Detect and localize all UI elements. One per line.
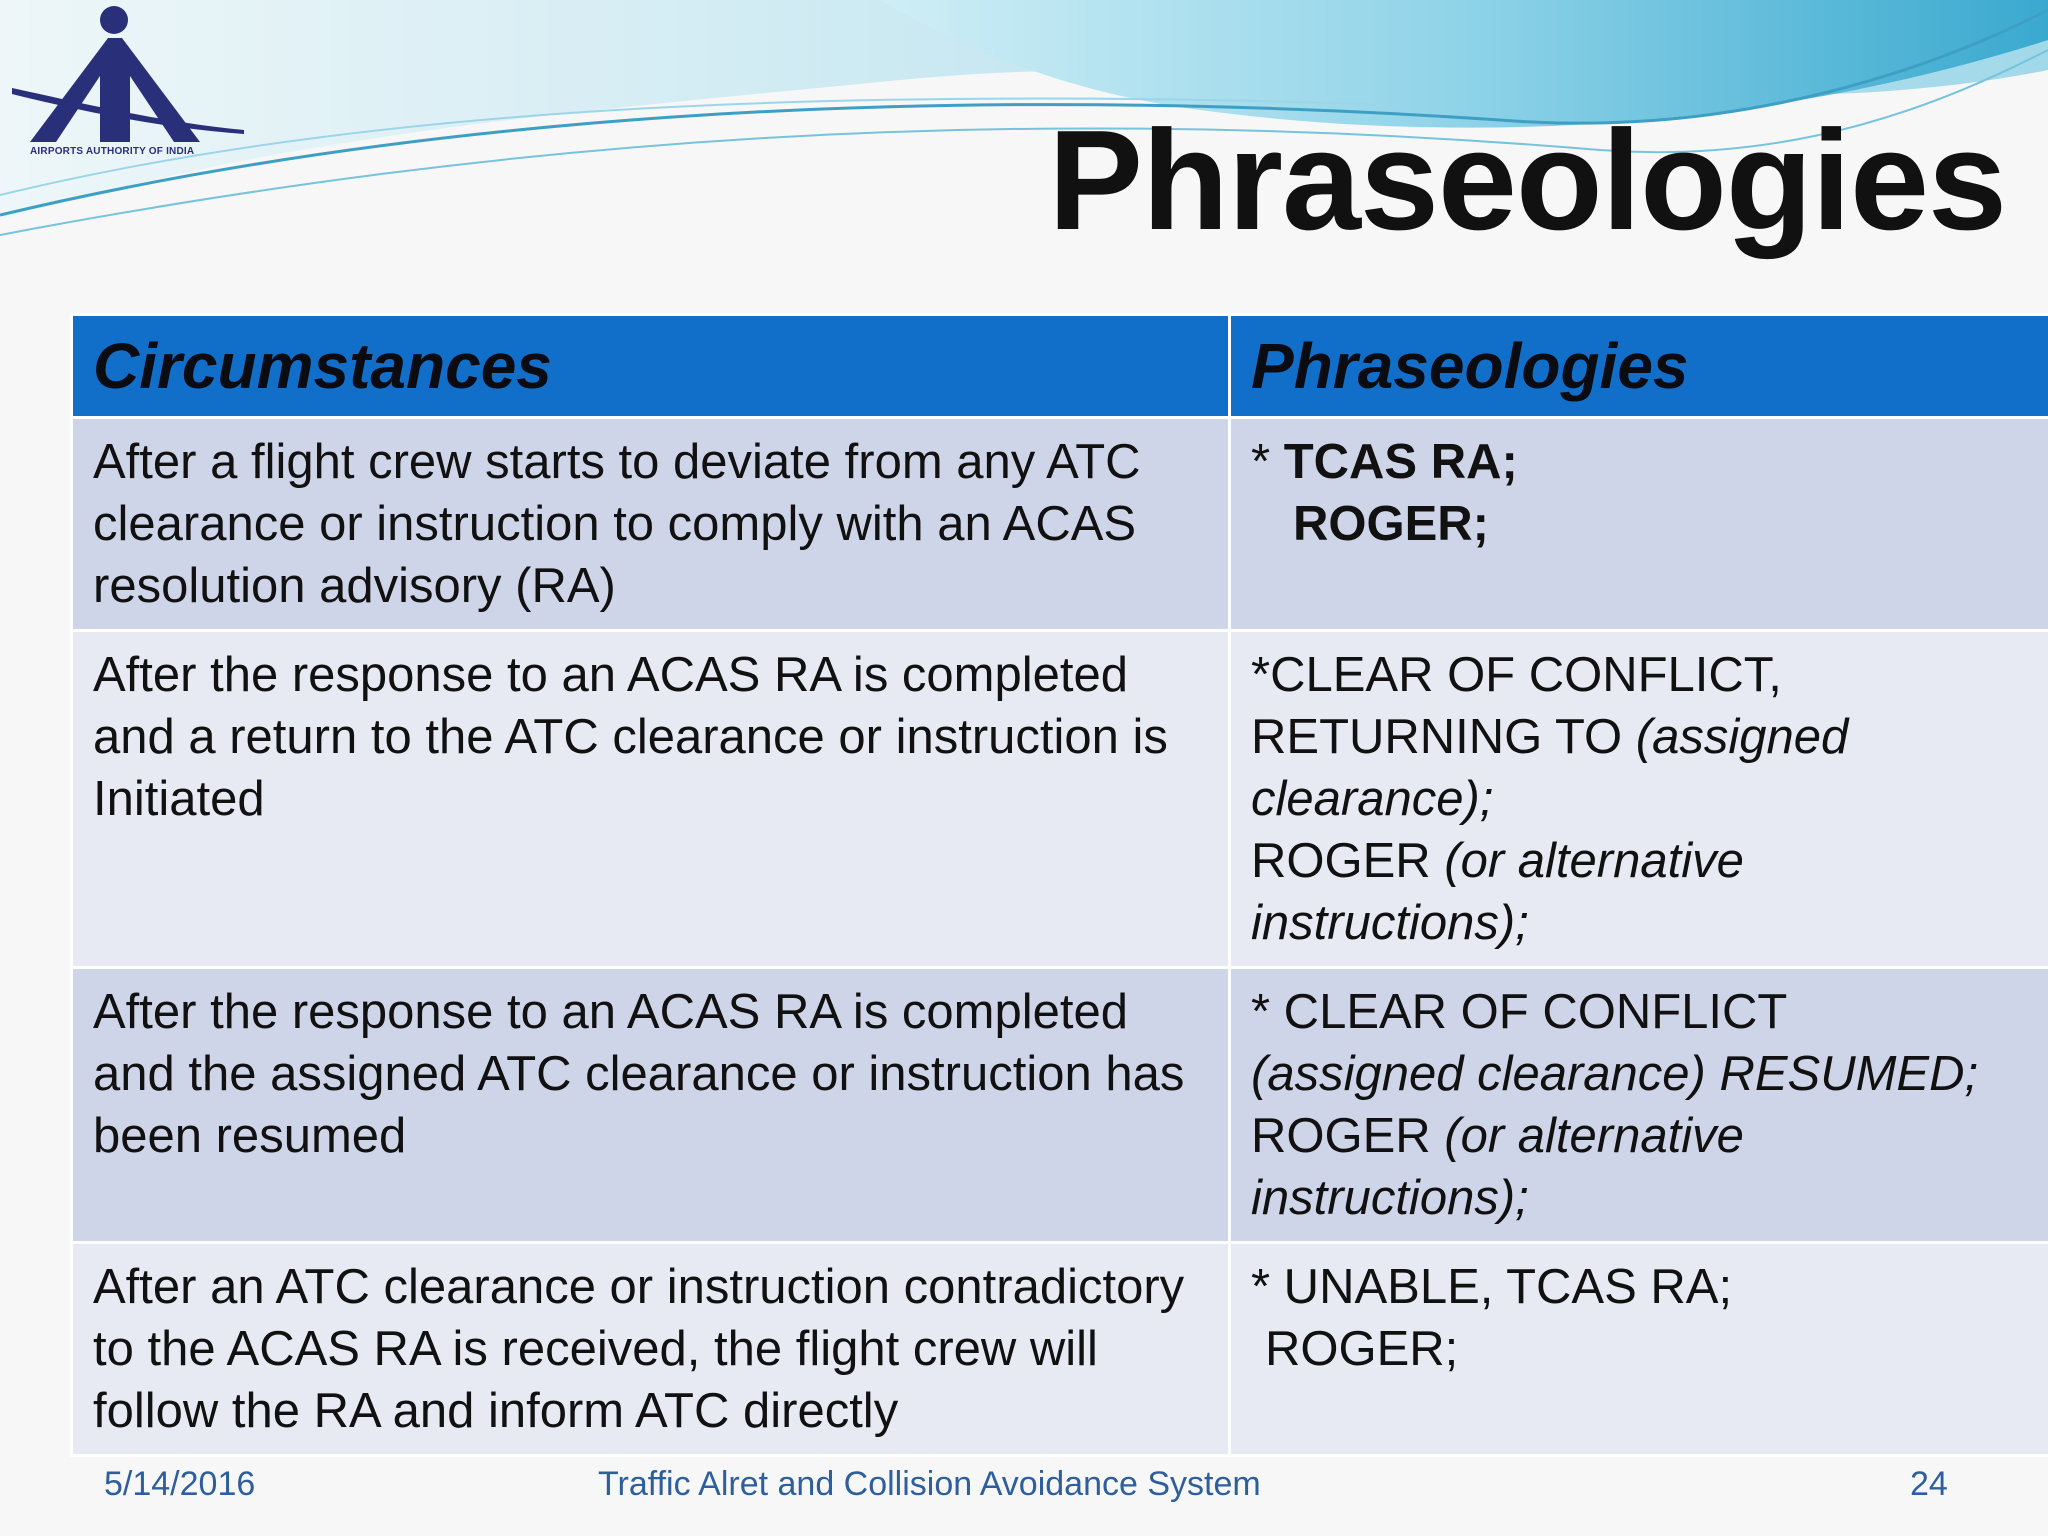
phraseology-table xyxy=(70,313,2048,1457)
airports-authority-logo xyxy=(8,4,248,164)
phraseology-cell xyxy=(1230,418,2048,631)
phrase-line: * UNABLE, TCAS RA; xyxy=(1251,1260,1733,1314)
phrase-line: ROGER; xyxy=(1265,1322,1459,1376)
table-row xyxy=(72,1243,2048,1456)
circumstance-cell: After the response to an ACAS RA is completed and the assigned ATC clearance or instruction has been resumed xyxy=(72,968,1230,1243)
circumstance-cell: After an ATC clearance or instruction contradictory to the ACAS RA is received, the flight crew will follow the RA and inform ATC directly xyxy=(72,1243,1230,1456)
table-header-row xyxy=(72,315,2048,418)
circumstance-cell: After a flight crew starts to deviate from any ATC clearance or instruction to comply with an ACAS resolution advisory (RA) xyxy=(72,418,1230,631)
table-row xyxy=(72,631,2048,968)
table-row xyxy=(72,968,2048,1243)
phraseology-cell xyxy=(1230,968,2048,1243)
phrase-line: (assigned clearance) RESUMED; xyxy=(1251,1047,1979,1101)
phrase-line: ROGER (or alternative xyxy=(1251,1109,1744,1163)
footer-date: 5/14/2016 xyxy=(104,1465,256,1503)
phrase-line: instructions); xyxy=(1251,1171,1529,1225)
header-circumstances: Circumstances xyxy=(72,315,1230,418)
phrase-line: ROGER (or alternative xyxy=(1251,834,1744,888)
logo-caption: AIRPORTS AUTHORITY OF INDIA xyxy=(30,146,195,157)
phraseology-cell xyxy=(1230,631,2048,968)
slide-title: Phraseologies xyxy=(1048,101,2006,260)
phrase-line: clearance); xyxy=(1251,772,1494,826)
phrase-line: instructions); xyxy=(1251,896,1529,950)
phrase-line: * CLEAR OF CONFLICT xyxy=(1251,985,1788,1039)
footer-title: Traffic Alret and Collision Avoidance System xyxy=(598,1465,1261,1503)
footer-page-number: 24 xyxy=(1910,1465,1948,1503)
phrase-line: *CLEAR OF CONFLICT, xyxy=(1251,648,1782,702)
circumstance-cell: After the response to an ACAS RA is completed and a return to the ATC clearance or instruction is Initiated xyxy=(72,631,1230,968)
phrase-line: RETURNING TO (assigned xyxy=(1251,710,1849,764)
phraseology-cell xyxy=(1230,1243,2048,1456)
phrase-line: ROGER; xyxy=(1293,497,1489,551)
phrase-line: * TCAS RA; xyxy=(1251,435,1518,489)
header-phraseologies: Phraseologies xyxy=(1230,315,2048,418)
table-row xyxy=(72,418,2048,631)
